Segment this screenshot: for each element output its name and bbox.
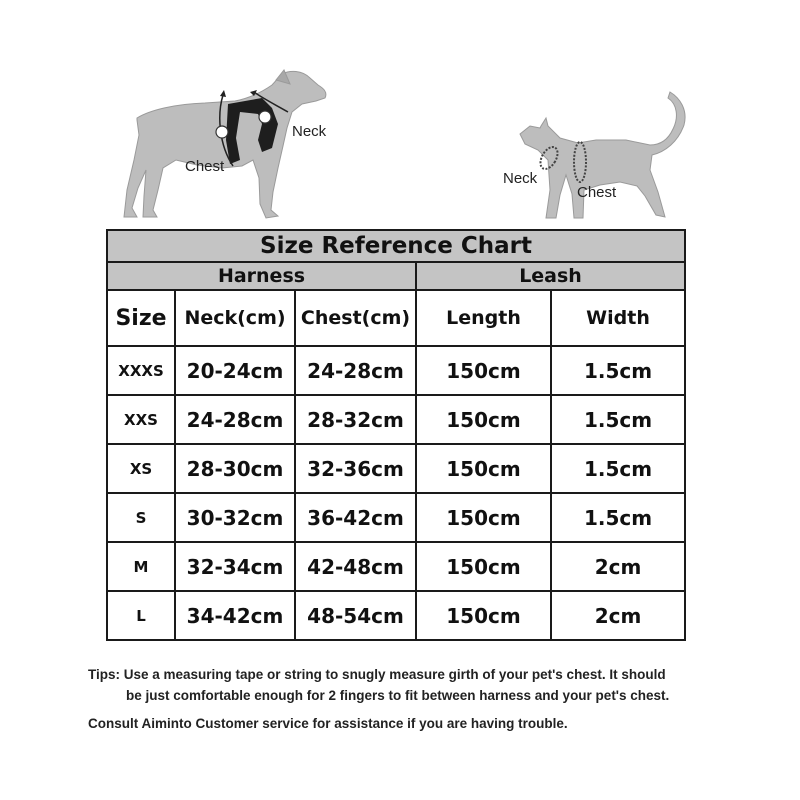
chest-column-header: Chest(cm) bbox=[295, 290, 416, 346]
dog-neck-label: Neck bbox=[292, 123, 327, 140]
size-cell: M bbox=[107, 542, 175, 591]
size-cell: XXXS bbox=[107, 346, 175, 395]
chest-cell: 24-28cm bbox=[295, 346, 416, 395]
width-cell: 2cm bbox=[551, 542, 685, 591]
size-cell: XS bbox=[107, 444, 175, 493]
size-reference-table bbox=[106, 229, 686, 641]
neck-cell: 20-24cm bbox=[175, 346, 295, 395]
size-cell: S bbox=[107, 493, 175, 542]
neck-cell: 32-34cm bbox=[175, 542, 295, 591]
length-cell: 150cm bbox=[416, 591, 551, 640]
neck-cell: 34-42cm bbox=[175, 591, 295, 640]
pet-illustration bbox=[0, 0, 800, 230]
length-column-header: Length bbox=[416, 290, 551, 346]
cat-neck-label: Neck bbox=[503, 170, 538, 187]
neck-column-header: Neck(cm) bbox=[175, 290, 295, 346]
neck-cell: 24-28cm bbox=[175, 395, 295, 444]
length-cell: 150cm bbox=[416, 346, 551, 395]
width-cell: 1.5cm bbox=[551, 493, 685, 542]
tips-line-1: Tips: Use a measuring tape or string to snugly measure girth of your pet's chest. It should bbox=[88, 667, 666, 682]
length-cell: 150cm bbox=[416, 542, 551, 591]
width-cell: 1.5cm bbox=[551, 395, 685, 444]
size-column-header: Size bbox=[107, 290, 175, 346]
width-column-header: Width bbox=[551, 290, 685, 346]
leash-group-header: Leash bbox=[416, 262, 685, 290]
table-row bbox=[107, 493, 685, 542]
dog-chest-label: Chest bbox=[185, 158, 225, 175]
neck-cell: 30-32cm bbox=[175, 493, 295, 542]
chest-cell: 28-32cm bbox=[295, 395, 416, 444]
length-cell: 150cm bbox=[416, 493, 551, 542]
width-cell: 1.5cm bbox=[551, 444, 685, 493]
table-row bbox=[107, 395, 685, 444]
chest-cell: 32-36cm bbox=[295, 444, 416, 493]
harness-group-header: Harness bbox=[107, 262, 416, 290]
chest-cell: 48-54cm bbox=[295, 591, 416, 640]
table-row bbox=[107, 346, 685, 395]
chart-title: Size Reference Chart bbox=[107, 230, 685, 262]
dog-silhouette-icon bbox=[124, 70, 326, 218]
width-cell: 2cm bbox=[551, 591, 685, 640]
length-cell: 150cm bbox=[416, 395, 551, 444]
column-header-row bbox=[107, 290, 685, 346]
chest-cell: 36-42cm bbox=[295, 493, 416, 542]
chest-cell: 42-48cm bbox=[295, 542, 416, 591]
length-cell: 150cm bbox=[416, 444, 551, 493]
tips-line-2: be just comfortable enough for 2 fingers to fit between harness and your pet's chest. bbox=[126, 688, 670, 703]
table-row bbox=[107, 444, 685, 493]
size-cell: XXS bbox=[107, 395, 175, 444]
width-cell: 1.5cm bbox=[551, 346, 685, 395]
consult-text: Consult Aiminto Customer service for assistance if you are having trouble. bbox=[88, 716, 568, 731]
cat-chest-label: Chest bbox=[577, 184, 617, 201]
table-row bbox=[107, 591, 685, 640]
tips-text bbox=[88, 664, 768, 706]
neck-cell: 28-30cm bbox=[175, 444, 295, 493]
size-cell: L bbox=[107, 591, 175, 640]
table-row bbox=[107, 542, 685, 591]
